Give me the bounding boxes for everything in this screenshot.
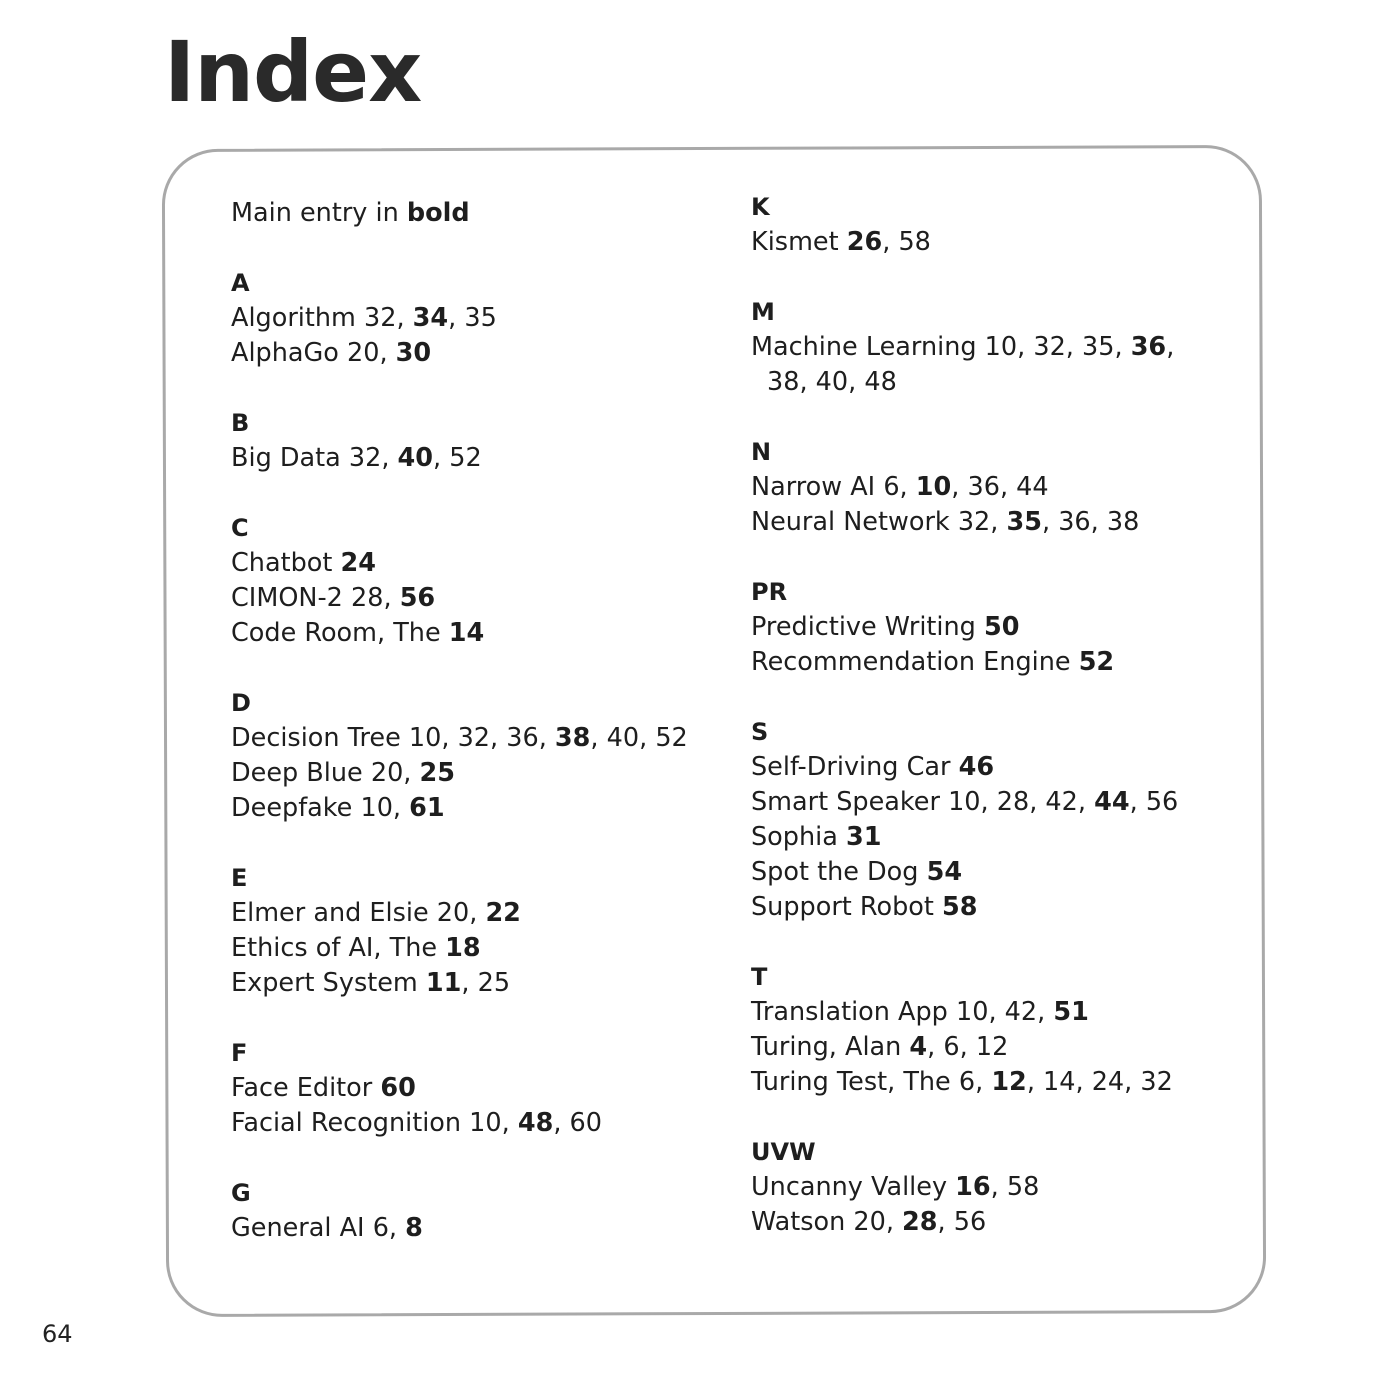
index-entry	[231, 896, 688, 931]
index-entry-line: Deep Blue 20, 25	[231, 758, 456, 788]
page-ref: 40	[815, 367, 849, 397]
index-entry	[751, 1030, 1178, 1065]
page-ref: 20	[370, 758, 404, 788]
main-page-ref: 31	[845, 822, 882, 852]
index-term: AlphaGo	[231, 338, 339, 368]
index-entry-line: Decision Tree 10, 32, 36, 38, 40, 52	[231, 723, 688, 753]
page-ref: 32	[1140, 1067, 1173, 1097]
page-ref: 32	[457, 723, 491, 753]
main-page-ref: 56	[399, 583, 436, 613]
main-page-ref: 35	[1006, 507, 1042, 537]
page-ref: 48	[864, 367, 897, 397]
index-term: Expert System	[231, 968, 418, 998]
index-group-b	[231, 406, 688, 476]
legend-prefix: Main entry in	[231, 198, 407, 228]
index-entry-line: Narrow AI 6, 10, 36, 44	[751, 472, 1049, 502]
index-group-d	[231, 686, 688, 826]
index-entry	[751, 750, 1178, 785]
main-page-ref: 18	[445, 933, 481, 963]
index-term: Deepfake	[231, 793, 353, 823]
page-ref: 10	[984, 332, 1018, 362]
page-ref: 14	[1043, 1067, 1076, 1097]
page-ref: 20	[436, 898, 470, 928]
index-entry	[231, 966, 688, 1001]
index-entry	[751, 610, 1178, 645]
index-entry-line: Kismet 26, 58	[751, 227, 931, 257]
page-ref: 58	[898, 227, 931, 257]
index-entry-continuation: 38, 40, 48	[767, 367, 897, 397]
index-group-s	[751, 715, 1178, 925]
index-term: Code Room, The	[231, 618, 441, 648]
page-ref: 42	[1045, 787, 1078, 817]
page-ref: 6	[372, 1213, 389, 1243]
index-group-c	[231, 511, 688, 651]
main-page-ref: 12	[991, 1067, 1027, 1097]
index-letter-heading: N	[751, 438, 772, 466]
index-term: CIMON-2	[231, 583, 343, 613]
page-ref: 52	[449, 443, 482, 473]
page-ref: 58	[1006, 1172, 1040, 1202]
page-ref: 28	[351, 583, 384, 613]
index-letter-heading: A	[231, 269, 250, 297]
main-page-ref: 16	[955, 1172, 991, 1202]
page-ref: 42	[1004, 997, 1038, 1027]
main-page-ref: 52	[1078, 647, 1115, 677]
main-page-ref: 40	[397, 443, 434, 473]
index-group-m	[751, 295, 1178, 400]
right-groups	[751, 190, 1178, 1240]
page-title: Index	[164, 23, 422, 121]
index-term: Watson	[751, 1207, 846, 1237]
page-ref: 38	[767, 367, 800, 397]
index-term: Deep Blue	[231, 758, 363, 788]
main-page-ref: 34	[412, 303, 449, 333]
main-page-ref: 26	[846, 227, 883, 257]
index-term: Facial Recognition	[231, 1108, 462, 1138]
index-entry-line: Big Data 32, 40, 52	[231, 443, 482, 473]
page-ref: 52	[655, 723, 688, 753]
index-term: Face Editor	[231, 1073, 373, 1103]
index-entry	[751, 855, 1178, 890]
page-ref: 12	[975, 1032, 1009, 1062]
page-ref: 25	[477, 968, 511, 998]
index-letter-heading: E	[231, 864, 248, 892]
index-entry	[751, 1065, 1178, 1100]
index-entry	[231, 301, 688, 336]
index-entry-line: General AI 6, 8	[231, 1213, 423, 1243]
main-page-ref: 25	[419, 758, 456, 788]
main-page-ref: 4	[909, 1032, 928, 1062]
page-ref: 10	[948, 787, 981, 817]
main-page-ref: 50	[983, 612, 1020, 642]
index-term: Kismet	[751, 227, 839, 257]
index-term: General AI	[231, 1213, 365, 1243]
index-term: Sophia	[751, 822, 838, 852]
page-ref: 56	[953, 1207, 987, 1237]
index-entry	[231, 546, 688, 581]
index-entry-line	[751, 610, 1178, 645]
bold-legend	[231, 196, 688, 231]
index-entry	[751, 995, 1178, 1030]
main-page-ref: 58	[941, 892, 978, 922]
index-term: Machine Learning	[751, 332, 977, 362]
page-ref: 10	[408, 723, 442, 753]
index-entry-line: Turing, Alan 4, 6, 12	[751, 1032, 1009, 1062]
page-ref: 38	[1106, 507, 1140, 537]
page-ref: 40	[606, 723, 640, 753]
index-entry-line: Algorithm 32, 34, 35	[231, 303, 497, 333]
index-group-pr	[751, 575, 1178, 680]
main-page-ref: 11	[425, 968, 462, 998]
main-page-ref: 46	[958, 752, 995, 782]
page-ref: 32	[1033, 332, 1066, 362]
index-column-left	[231, 196, 688, 1246]
index-entry	[231, 616, 688, 651]
index-letter-heading: K	[751, 193, 770, 221]
main-page-ref: 22	[485, 898, 521, 928]
main-page-ref: 10	[915, 472, 952, 502]
index-term: Decision Tree	[231, 723, 401, 753]
index-entry-line	[751, 855, 1178, 890]
index-entry	[751, 1170, 1178, 1205]
index-entry-line	[751, 750, 1178, 785]
index-entry	[751, 225, 1178, 260]
page-ref: 35	[464, 303, 497, 333]
index-entry-line: CIMON-2 28, 56	[231, 583, 436, 613]
index-entry	[231, 581, 688, 616]
index-entry-line	[231, 1071, 688, 1106]
page-ref: 32	[957, 507, 991, 537]
index-letter-heading: G	[231, 1179, 251, 1207]
page-ref: 36	[967, 472, 1000, 502]
page-ref: 35	[1082, 332, 1115, 362]
index-entry	[751, 785, 1178, 820]
index-entry-line: Smart Speaker 10, 28, 42, 44, 56	[751, 787, 1179, 817]
index-letter-heading: M	[751, 298, 775, 326]
page-ref: 10	[360, 793, 393, 823]
index-entry	[751, 1205, 1178, 1240]
page-ref: 20	[346, 338, 380, 368]
page-ref: 36	[1058, 507, 1091, 537]
index-group-uvw	[751, 1135, 1178, 1240]
page-ref: 6	[958, 1067, 976, 1097]
main-page-ref: 60	[380, 1073, 416, 1103]
index-entry	[751, 330, 1178, 400]
index-letter-heading: PR	[751, 578, 788, 606]
index-entry-line: Uncanny Valley 16, 58	[751, 1172, 1040, 1202]
index-term: Turing Test, The	[751, 1067, 951, 1097]
index-entry-line: AlphaGo 20, 30	[231, 338, 432, 368]
index-letter-heading: S	[751, 718, 769, 746]
index-entry-line: Expert System 11, 25	[231, 968, 511, 998]
page-ref: 32	[348, 443, 382, 473]
index-entry-line	[231, 616, 688, 651]
main-page-ref: 24	[340, 548, 376, 578]
index-entry-line	[231, 931, 688, 966]
index-entry	[231, 791, 688, 826]
index-entry	[751, 470, 1178, 505]
page-ref: 60	[569, 1108, 602, 1138]
index-term: Smart Speaker	[751, 787, 940, 817]
index-term: Ethics of AI, The	[231, 933, 438, 963]
index-entry	[751, 890, 1178, 925]
index-term: Narrow AI	[751, 472, 876, 502]
index-term: Translation App	[751, 997, 948, 1027]
index-term: Predictive Writing	[751, 612, 976, 642]
main-page-ref: 48	[517, 1108, 554, 1138]
page-ref: 28	[996, 787, 1030, 817]
index-group-k	[751, 190, 1178, 260]
index-term: Big Data	[231, 443, 341, 473]
index-entry	[231, 336, 688, 371]
index-term: Neural Network	[751, 507, 950, 537]
page-ref: 36	[506, 723, 539, 753]
page-ref: 6	[943, 1032, 960, 1062]
index-letter-heading: D	[231, 689, 251, 717]
index-term: Self-Driving Car	[751, 752, 951, 782]
main-page-ref: 30	[395, 338, 432, 368]
main-page-ref: 54	[926, 857, 963, 887]
index-term: Recommendation Engine	[751, 647, 1071, 677]
index-entry	[751, 820, 1178, 855]
index-group-t	[751, 960, 1178, 1100]
index-entry	[231, 1211, 688, 1246]
main-page-ref: 38	[554, 723, 591, 753]
index-letter-heading: UVW	[751, 1138, 816, 1166]
index-letter-heading: F	[231, 1039, 248, 1067]
page-ref: 56	[1145, 787, 1179, 817]
index-entry-line: Neural Network 32, 35, 36, 38	[751, 507, 1140, 537]
index-entry	[231, 1106, 688, 1141]
main-page-ref: 51	[1053, 997, 1089, 1027]
page-number: 64	[42, 1320, 73, 1348]
index-entry-line	[751, 890, 1178, 925]
index-entry	[751, 505, 1178, 540]
index-term: Spot the Dog	[751, 857, 919, 887]
index-entry	[231, 721, 688, 756]
index-entry-line: Deepfake 10, 61	[231, 793, 445, 823]
main-page-ref: 61	[409, 793, 445, 823]
index-term: Algorithm	[231, 303, 356, 333]
index-entry	[231, 931, 688, 966]
index-term: Chatbot	[231, 548, 333, 578]
index-group-n	[751, 435, 1178, 540]
page-ref: 10	[469, 1108, 502, 1138]
index-entry-line	[751, 820, 1178, 855]
index-entry	[751, 645, 1178, 680]
index-term: Turing, Alan	[751, 1032, 902, 1062]
page-ref: 20	[853, 1207, 886, 1237]
index-entry	[231, 441, 688, 476]
index-letter-heading: B	[231, 409, 250, 437]
index-term: Elmer and Elsie	[231, 898, 429, 928]
main-page-ref: 36	[1130, 332, 1167, 362]
index-group-g	[231, 1176, 688, 1246]
index-letter-heading: T	[751, 963, 768, 991]
index-group-f	[231, 1036, 688, 1141]
page-ref: 10	[955, 997, 989, 1027]
index-column-right	[751, 190, 1178, 1240]
index-entry-line	[751, 645, 1178, 680]
index-entry-line: Watson 20, 28, 56	[751, 1207, 987, 1237]
index-group-a	[231, 266, 688, 371]
index-entry-line: Turing Test, The 6, 12, 14, 24, 32	[751, 1067, 1173, 1097]
left-groups	[231, 266, 688, 1246]
page-ref: 6	[883, 472, 900, 502]
main-page-ref: 28	[902, 1207, 938, 1237]
index-term: Uncanny Valley	[751, 1172, 948, 1202]
index-entry	[231, 1071, 688, 1106]
index-group-e	[231, 861, 688, 1001]
legend-bold-word: bold	[406, 198, 470, 228]
main-page-ref: 8	[405, 1213, 423, 1243]
index-entry-line: Elmer and Elsie 20, 22	[231, 898, 521, 928]
main-page-ref: 44	[1094, 787, 1130, 817]
index-entry-line: Facial Recognition 10, 48, 60	[231, 1108, 602, 1138]
index-entry	[231, 756, 688, 791]
page-ref: 24	[1091, 1067, 1125, 1097]
index-entry-line: Translation App 10, 42, 51	[751, 997, 1089, 1027]
page-ref: 44	[1016, 472, 1049, 502]
index-entry-line	[231, 546, 688, 581]
page-ref: 32	[364, 303, 397, 333]
index-letter-heading: C	[231, 514, 249, 542]
index-term: Support Robot	[751, 892, 934, 922]
main-page-ref: 14	[448, 618, 485, 648]
index-entry-line: Machine Learning 10, 32, 35, 36,	[751, 332, 1175, 362]
